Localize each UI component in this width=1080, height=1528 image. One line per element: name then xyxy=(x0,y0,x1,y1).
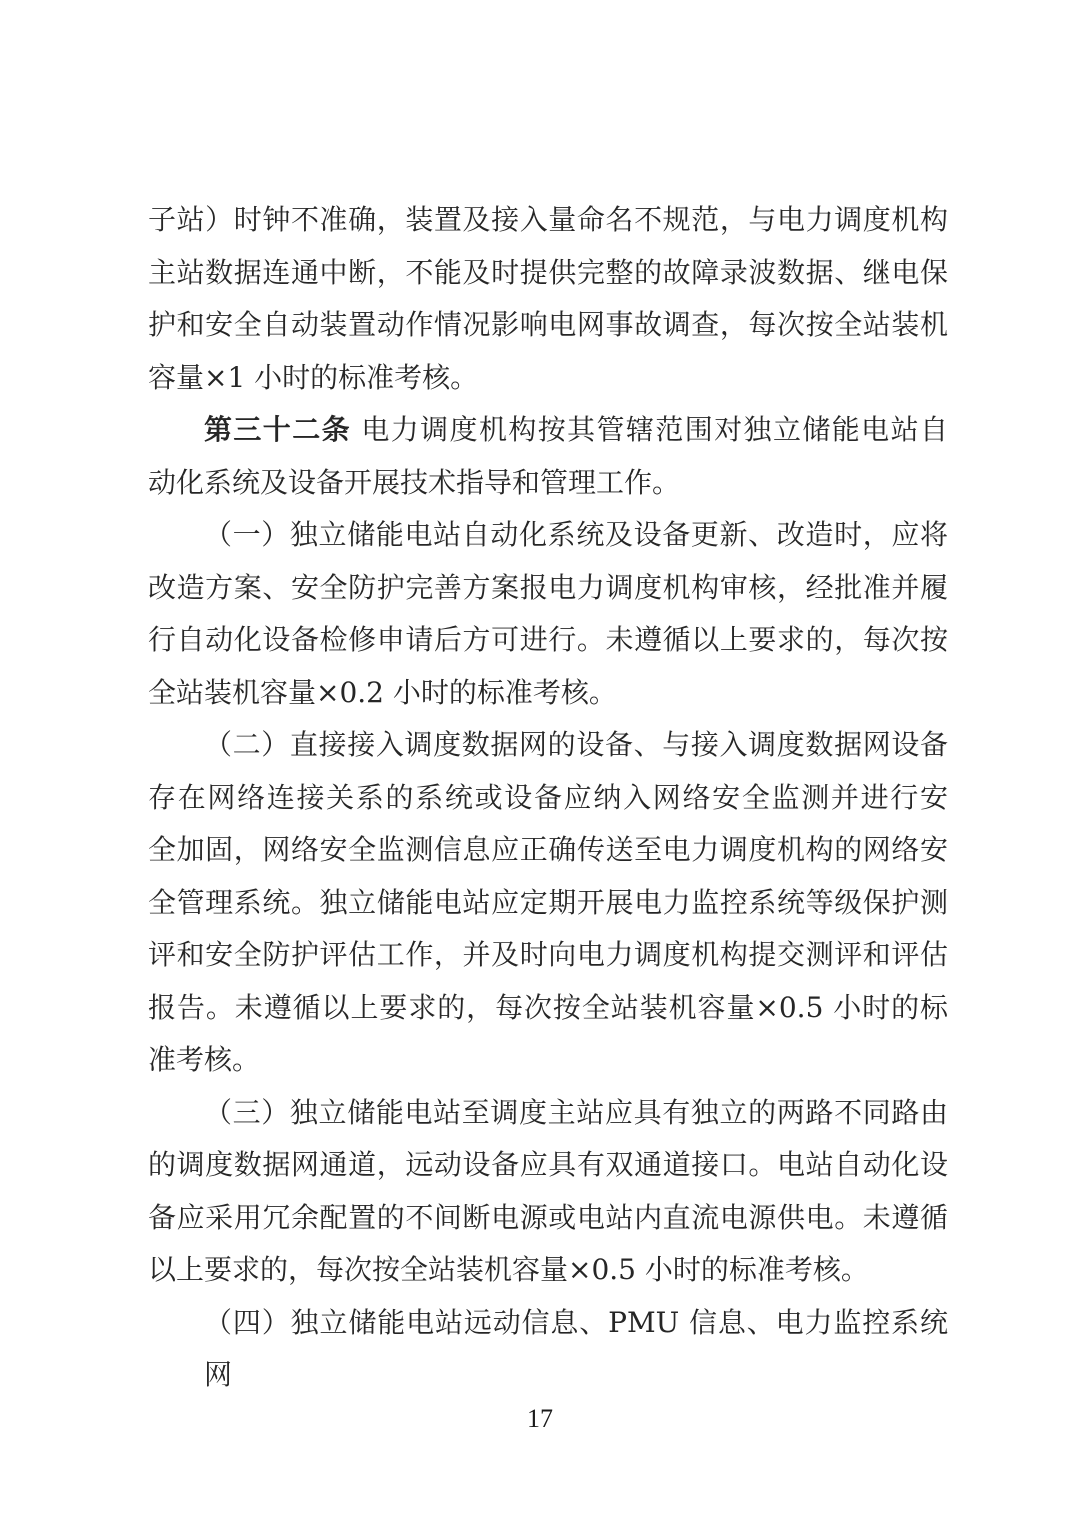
text-line: 子站）时钟不准确，装置及接入量命名不规范，与电力调度机构 xyxy=(148,203,948,236)
text-line: 电力调度机构按其管辖范围对独立储能电站自 xyxy=(361,413,948,446)
text-line: 评和安全防护评估工作，并及时向电力调度机构提交测评和评估 xyxy=(148,938,948,971)
article-heading: 第三十二条 xyxy=(204,413,352,446)
text-line: 报告。未遵循以上要求的，每次按全站装机容量×0.5 小时的标 xyxy=(148,990,948,1024)
text-line: 行自动化设备检修申请后方可进行。未遵循以上要求的，每次按 xyxy=(148,623,948,656)
text-line: 动化系统及设备开展技术指导和管理工作。 xyxy=(148,465,681,499)
text-line: 以上要求的，每次按全站装机容量×0.5 小时的标准考核。 xyxy=(148,1253,869,1286)
text-line: 容量×1 小时的标准考核。 xyxy=(148,360,479,394)
text-line: 的调度数据网通道，远动设备应具有双通道接口。电站自动化设 xyxy=(148,1148,948,1181)
article-first-line xyxy=(148,404,948,457)
text-line: （一）独立储能电站自动化系统及设备更新、改造时，应将 xyxy=(204,518,948,551)
text-line: （三）独立储能电站至调度主站应具有独立的两路不同路由 xyxy=(204,1095,948,1129)
text-line: 主站数据连通中断，不能及时提供完整的故障录波数据、继电保 xyxy=(148,255,948,289)
text-line: 全管理系统。独立储能电站应定期开展电力监控系统等级保护测 xyxy=(148,885,948,919)
body-text xyxy=(148,194,948,1391)
text-line: （四）独立储能电站远动信息、PMU 信息、电力监控系统网 xyxy=(204,1305,948,1391)
text-line: 备应采用冗余配置的不间断电源或电站内直流电源供电。未遵循 xyxy=(148,1200,948,1234)
page-number: 17 xyxy=(527,1404,553,1433)
text-line: 全加固，网络安全监测信息应正确传送至电力调度机构的网络安 xyxy=(148,833,948,866)
text-line: 改造方案、安全防护完善方案报电力调度机构审核，经批准并履 xyxy=(148,570,948,604)
text-line: 准考核。 xyxy=(148,1043,261,1076)
text-line: 全站装机容量×0.2 小时的标准考核。 xyxy=(148,675,617,709)
text-line: 护和安全自动装置动作情况影响电网事故调查，每次按全站装机 xyxy=(148,308,948,341)
text-line: 存在网络连接关系的系统或设备应纳入网络安全监测并进行安 xyxy=(148,780,948,814)
text-line: （二）直接接入调度数据网的设备、与接入调度数据网设备 xyxy=(204,728,948,761)
